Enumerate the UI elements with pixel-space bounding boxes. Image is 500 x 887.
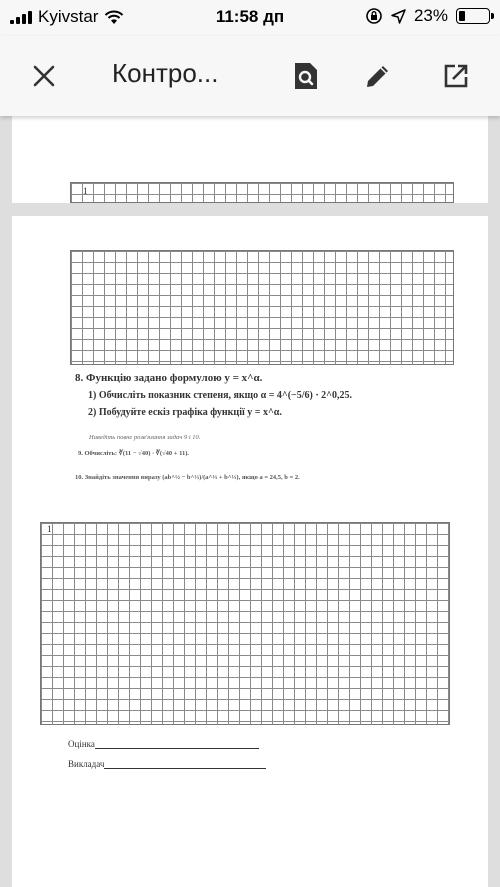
instruction-text: Наведіть повне розв'язання задач 9 і 10. bbox=[89, 434, 201, 441]
battery-icon bbox=[456, 8, 490, 24]
grid-area-top bbox=[70, 182, 454, 203]
document-page-1 bbox=[12, 116, 488, 203]
open-external-button[interactable] bbox=[434, 54, 478, 98]
edit-button[interactable] bbox=[356, 54, 400, 98]
grade-line bbox=[68, 739, 259, 749]
grade-underline bbox=[95, 739, 259, 749]
grid-mark: 1 bbox=[47, 524, 52, 534]
document-title: Контро... bbox=[112, 58, 219, 88]
grade-label: Оцінка bbox=[68, 739, 95, 749]
document-viewer[interactable] bbox=[0, 116, 500, 887]
edit-pencil-icon bbox=[364, 62, 392, 90]
teacher-line bbox=[68, 759, 266, 769]
task-8-heading: 8. Функцію задано формулою y = x^α. bbox=[75, 372, 263, 384]
clock: 11:58 дп bbox=[215, 7, 285, 26]
grid-area-1 bbox=[70, 250, 454, 365]
search-button[interactable] bbox=[284, 54, 328, 98]
task-10: 10. Знайдіть значення виразу (ab^½ − b^⅓)/(a^⅓ + b^⅓), якщо a = 24,5, b = 2. bbox=[75, 474, 300, 481]
close-icon bbox=[32, 64, 56, 88]
app-toolbar bbox=[0, 36, 500, 116]
status-right bbox=[365, 6, 490, 26]
task-8-item-2: 2) Побудуйте ескіз графіка функції y = x^α. bbox=[88, 407, 282, 418]
grid-area-2 bbox=[40, 522, 450, 725]
task-9: 9. Обчисліть: ∛(11 − √40) · ∛(√40 + 11). bbox=[78, 450, 190, 457]
carrier-name: Kyivstar bbox=[38, 7, 99, 26]
close-button[interactable] bbox=[22, 54, 66, 98]
status-bar bbox=[0, 0, 500, 36]
document-page-2 bbox=[12, 216, 488, 887]
orientation-lock-icon bbox=[365, 7, 383, 25]
grid-mark: 1 bbox=[83, 186, 88, 196]
task-8-item-1: 1) Обчисліть показник степеня, якщо α = 4^(−5/6) · 2^0,25. bbox=[88, 390, 352, 401]
teacher-label: Викладач bbox=[68, 759, 105, 769]
battery-percent: 23% bbox=[413, 6, 448, 25]
teacher-underline bbox=[104, 759, 266, 769]
search-doc-icon bbox=[293, 61, 319, 91]
open-external-icon bbox=[442, 62, 470, 90]
location-icon bbox=[391, 9, 406, 24]
